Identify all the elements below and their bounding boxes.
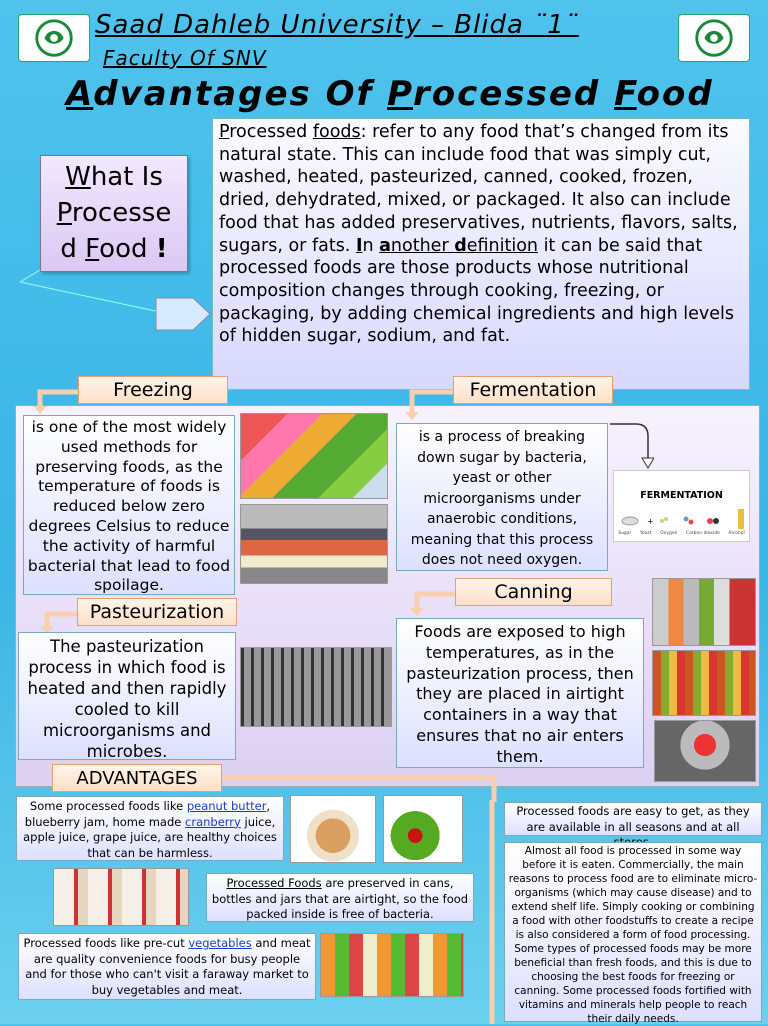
advantages-vertical-line	[480, 800, 500, 1024]
freezing-label: Freezing	[78, 376, 228, 404]
svg-text:+: +	[647, 517, 654, 526]
canning-text: Foods are exposed to high temperatures, as in the pasteurization process, then they are placed in airtight containers in a way that ensures that no air enters them.	[396, 618, 644, 768]
faculty-name: Faculty Of SNV	[103, 46, 267, 70]
cranberry-link[interactable]: cranberry	[185, 814, 241, 829]
fermentation-diagram-title: FERMENTATION	[640, 490, 723, 501]
preserved-foods-text: Processed Foods are preserved in cans, bottles and jars that are airtight, so the food packed inside is free of bacteria.	[206, 873, 474, 922]
diagram-label-alcohol: Alcohol	[728, 531, 745, 536]
pointer-arrow-icon	[155, 297, 211, 331]
diagram-label-carbon-dioxide: Carbon dioxide	[685, 531, 720, 536]
fermentation-arrow-icon	[608, 420, 654, 472]
university-name: Saad Dahleb University – Blida ¨1¨	[95, 10, 579, 40]
frozen-vegetables-photo	[240, 413, 388, 499]
fermentation-text: is a process of breaking down sugar by bacteria, yeast or other microorganisms under anaerobic conditions, meaning that this process does not need oxygen.	[396, 423, 608, 571]
fermentation-bracket-icon	[400, 384, 460, 424]
preserve-jars-photo	[53, 868, 189, 926]
freezer-chest-photo	[240, 504, 388, 584]
pasteurization-machine-photo	[240, 647, 392, 727]
freezing-text: is one of the most widely used methods for preserving foods, as the temperature of foods is reduced below zero degrees Celsius to reduce the activity of harmful bacterial that lead to food spoilage.	[23, 415, 235, 595]
vegetables-link[interactable]: vegetables	[188, 936, 252, 950]
diagram-label-sugar: Sugar	[618, 531, 632, 536]
advantages-label: ADVANTAGES	[52, 764, 222, 792]
convenience-foods-text: Processed foods like pre-cut vegetables and meat are quality convenience foods for busy people and for those who can't visit a faraway market to buy vegetables and meat.	[18, 933, 316, 1000]
diagram-label-oxygen: Oxygen	[660, 531, 678, 536]
peanut-butter-link[interactable]: peanut butter	[186, 799, 267, 813]
easy-to-get-text: Processed foods are easy to get, as they are available in all seasons and at all	[504, 802, 762, 836]
food-processing-reasons-text: Almost all food is processed in some way before it is eaten. Commercially, the main reasons to process food are to eliminate micro-organisms (which may cause disease) and to extend shelf life. Simply cooking or combining a food with other foodstuffs to create a recipe is also considered a form of food processing. Some types of processed foods may be more beneficial than fresh foods, and this is due to choosing the best foods for freezing or canning. Some processed foods fortified with vitamins and minerals help people to reach their daily needs.	[504, 842, 762, 1022]
poster-title: Advantages Of Processed Food	[66, 74, 714, 114]
university-logo-right	[678, 14, 750, 62]
canning-label: Canning	[455, 578, 612, 606]
fermentation-diagram	[613, 470, 750, 542]
pre-cut-vegetables-photo	[320, 933, 464, 997]
canning-pot-photo	[654, 720, 756, 782]
preserved-jars-photo	[652, 650, 756, 716]
diagram-label-yeast: Yeast	[639, 531, 652, 536]
university-logo-left	[18, 14, 90, 62]
healthy-choices-text: Some processed foods like peanut butter, blueberry jam, home made cranberry juice, apple juice, grape juice, are healthy choices that can be harmless.	[16, 796, 284, 861]
processed-food-definition: Processed foods: refer to any food that’s changed from its natural state. This can include food that was simply cut, washed, heated, pasteurized, canned, cooked, frozen, dried, dehydrated, mixed, or packaged. It also can include food that has added preservatives, nutrients, flavors, salts, sugars, or fats. In another definition it can be said that processed foods are those products whose nutritional composition changes through cooking, freezing, or packaging, by adding chemical ingredients and high levels of hidden sugar, sodium, and fat.	[212, 118, 750, 390]
what-is-processed-food-box: What Is Processe d Food !	[40, 155, 188, 272]
fermentation-label: Fermentation	[453, 376, 613, 404]
pasteurization-text: The pasteurization process in which food is heated and then rapidly cooled to kill microorganisms and microbes.	[18, 632, 236, 760]
cranberries-photo	[383, 795, 463, 863]
peanut-butter-photo	[290, 795, 376, 863]
pasteurization-label: Pasteurization	[77, 598, 237, 626]
canned-goods-photo	[652, 578, 756, 646]
